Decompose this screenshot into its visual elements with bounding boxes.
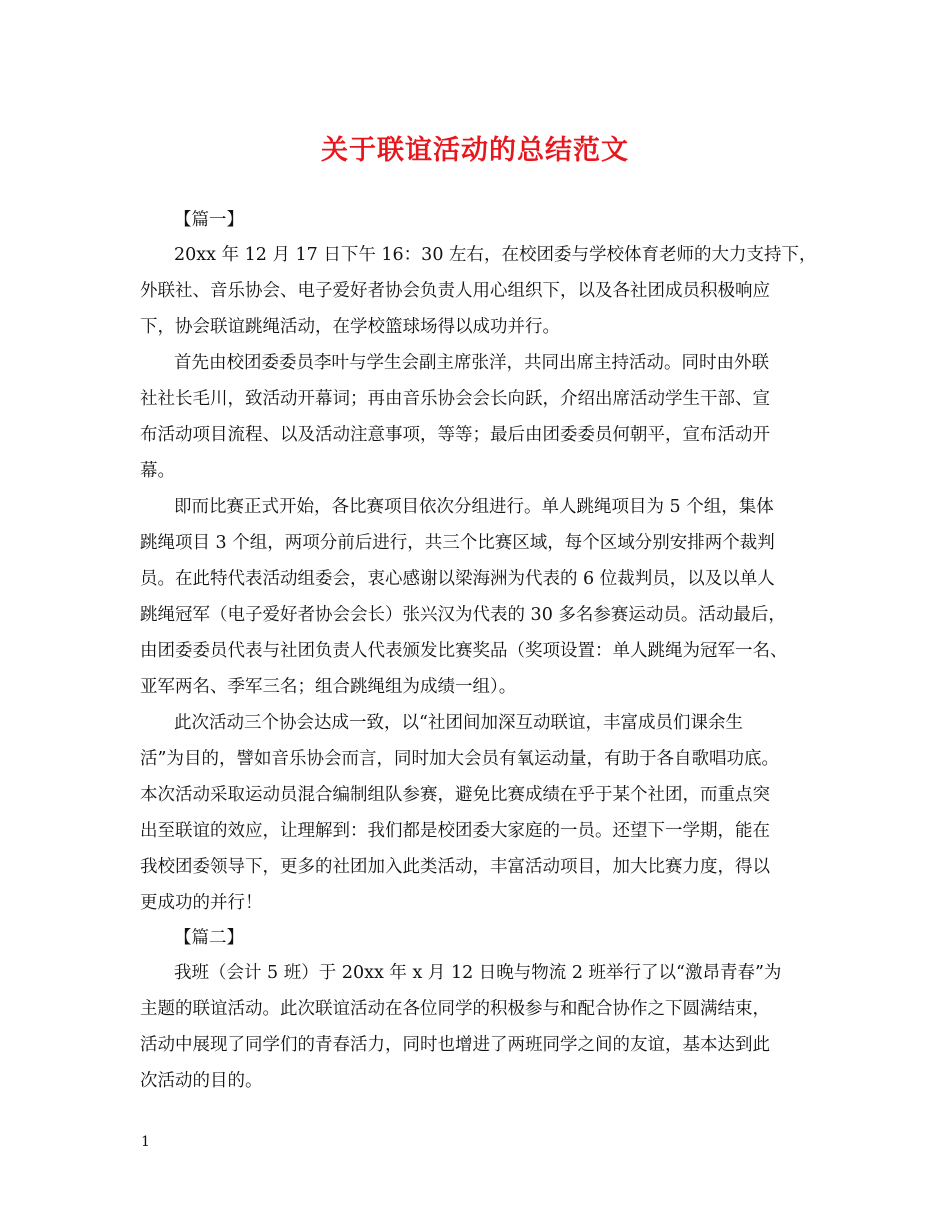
section-label-2: 【篇二】 [174,928,244,948]
page-number: 1 [141,1134,150,1150]
paragraph-line: 亚军两名、季军三名；组合跳绳组为成绩一组）。 [140,677,517,697]
paragraph-line: 跳绳项目 3 个组，两项分前后进行，共三个比赛区域，每个区域分别安排两个裁判 [140,533,775,553]
paragraph-line: 跳绳冠军（电子爱好者协会会长）张兴汉为代表的 30 多名参赛运动员。活动最后， [140,605,786,625]
paragraph-line: 次活动的目的。 [140,1071,263,1091]
paragraph-line: 活动中展现了同学们的青春活力，同时也增进了两班同学之间的友谊，基本达到此 [140,1035,770,1055]
paragraph-line: 由团委委员代表与社团负责人代表颁发比赛奖品（奖项设置：单人跳绳为冠军一名、 [140,641,788,661]
paragraph-line: 20xx 年 12 月 17 日下午 16：30 左右，在校团委与学校体育老师的大力支持下， [174,245,817,265]
paragraph-line: 主题的联谊活动。此次联谊活动在各位同学的积极参与和配合协作之下圆满结束， [140,999,770,1019]
paragraph-line: 首先由校团委委员李叶与学生会副主席张洋，共同出席主持活动。同时由外联 [174,353,769,373]
document-title: 关于联谊活动的总结范文 [321,135,629,166]
paragraph-line: 出至联谊的效应，让理解到：我们都是校团委大家庭的一员。还望下一学期，能在 [140,821,770,841]
section-label-1: 【篇一】 [174,210,244,230]
paragraph-line: 布活动项目流程、以及活动注意事项，等等；最后由团委委员何朝平，宣布活动开 [140,425,770,445]
paragraph [140,955,830,1099]
paragraph-line: 更成功的并行！ [140,893,263,913]
paragraph [140,237,830,345]
paragraph-line: 社社长毛川，致活动开幕词；再由音乐协会会长向跃，介绍出席活动学生干部、宣 [140,389,770,409]
paragraph-line: 外联社、音乐协会、电子爱好者协会负责人用心组织下，以及各社团成员积极响应 [140,281,770,301]
paragraph [140,345,830,489]
paragraph-line: 此次活动三个协会达成一致，以“社团间加深互动联谊，丰富成员们课余生 [174,713,743,733]
paragraph-line: 活”为目的，譬如音乐协会而言，同时加大会员有氧运动量，有助于各自歌唱功底。 [140,749,779,769]
paragraph-line: 幕。 [140,461,175,481]
paragraph-line: 我班（会计 5 班）于 20xx 年 x 月 12 日晚与物流 2 班举行了以“激昂青春”为 [174,963,782,983]
paragraph [140,489,830,705]
paragraph-line: 员。在此特代表活动组委会，衷心感谢以梁海洲为代表的 6 位裁判员，以及以单人 [140,569,775,589]
document-body [140,203,830,1099]
paragraph-line: 下，协会联谊跳绳活动，在学校篮球场得以成功并行。 [140,317,560,337]
paragraph-line: 我校团委领导下，更多的社团加入此类活动，丰富活动项目，加大比赛力度，得以 [140,857,770,877]
paragraph-line: 即而比赛正式开始，各比赛项目依次分组进行。单人跳绳项目为 5 个组，集体 [174,497,774,517]
paragraph [140,705,830,921]
paragraph-line: 本次活动采取运动员混合编制组队参赛，避免比赛成绩在乎于某个社团，而重点突 [140,785,770,805]
